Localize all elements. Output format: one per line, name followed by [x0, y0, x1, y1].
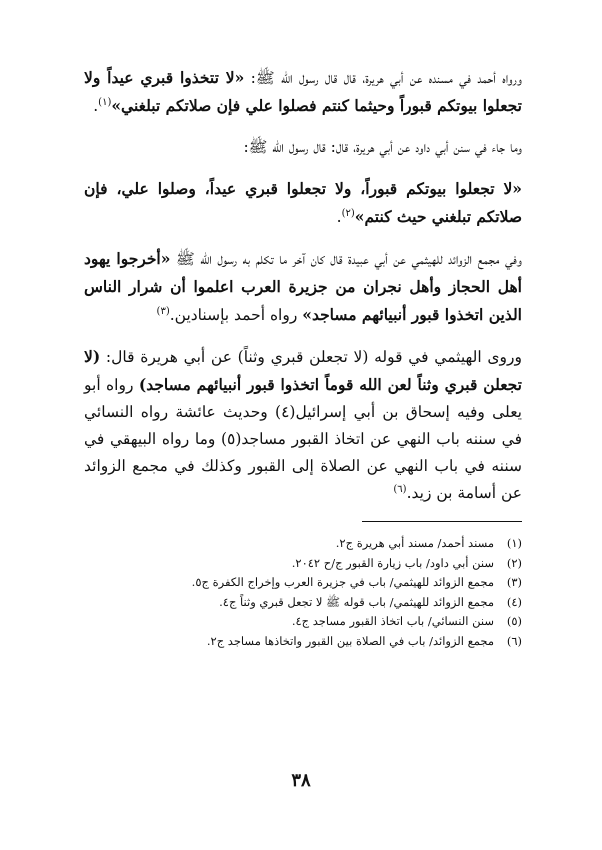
footnote-number: (٤)	[506, 594, 522, 609]
paragraph-5	[84, 343, 522, 507]
footnotes-list	[84, 534, 522, 651]
paragraph-4-after: رواه أحمد بإسنادين.	[169, 306, 303, 324]
footnote-item	[84, 554, 522, 574]
paragraph-2	[84, 134, 522, 161]
footnote-number: (٥)	[506, 614, 522, 628]
footnote-item	[84, 573, 522, 593]
footnote-item	[84, 632, 522, 652]
paragraph-5-after: رواه أبو يعلى وفيه إسحاق بن أبي إسرائيل(٤) وحديث عائشة رواه النسائي في سننه باب النهي عن اتخاذ القبور مساجد(٥) وما رواه البيهقي في سننه في باب النهي عن الصلاة إلى القبور وكذلك في مجمع الزوائد عن أسامة بن زيد.	[84, 376, 522, 502]
footnote-text: مجمع الزوائد للهيثمي/ باب في جزيرة العرب وإخراج الكفرة ج٥.	[191, 575, 494, 589]
paragraph-1-text: ورواه أحمد في مسنده عن أبي هريرة، قال قال رسول الله ﷺ:	[250, 69, 522, 87]
paragraph-3	[84, 175, 522, 231]
paragraph-5-text: وروى الهيثمي في قوله (لا تجعلن قبري وثناً) عن أبي هريرة قال:	[105, 348, 522, 366]
hadith-quote-2: «لا تجعلوا بيوتكم قبوراً، ولا تجعلوا قبري عيداً، وصلوا علي، فإن صلاتكم تبلغني حيث كنتم»	[84, 179, 522, 226]
footnote-text: سنن النسائي/ باب اتخاذ القبور مساجد ج٤.	[291, 614, 494, 628]
paragraph-4-text: وفي مجمع الزوائد للهيثمي عن أبي عبيدة قال كان آخر ما تكلم به رسول الله ﷺ	[175, 250, 522, 268]
hadith-quote-4: (لا تجعلن قبري وثناً لعن الله قوماً اتخذوا قبور أنبيائهم مساجد)	[84, 347, 522, 394]
hadith-quote-1: «لا تتخذوا قبري عيداً ولا تجعلوا بيوتكم قبوراً وحيثما كنتم فصلوا علي فإن صلاتكم تبلغني»	[84, 68, 522, 115]
footnote-text: سنن أبي داود/ باب زيارة القبور ج/ح ٢٠٤٢.	[291, 555, 494, 570]
paragraph-2-text: وما جاء في سنن أبي داود عن أبي هريرة، قال: قال رسول الله ﷺ:	[243, 138, 522, 156]
footnote-separator	[362, 521, 522, 522]
paragraph-3-after: .	[336, 208, 342, 226]
footnote-ref-2[interactable]: (٢)	[341, 207, 355, 219]
hadith-quote-3: «أخرجوا يهود أهل الحجاز وأهل نجران من جزيرة العرب اعلموا أن شرار الناس الذين اتخذوا قبور أنبيائهم مساجد»	[84, 249, 522, 324]
footnote-item	[84, 593, 522, 613]
footnote-text: مسند أحمد/ مسند أبي هريرة ج٢.	[335, 536, 494, 550]
footnote-ref-1[interactable]: (١)	[98, 96, 112, 108]
footnote-text: مجمع الزوائد للهيثمي/ باب قوله ﷺ لا تجعل قبري وثناً ج٤.	[219, 594, 494, 609]
footnote-ref-6[interactable]: (٦)	[393, 483, 407, 495]
footnote-number: (٢)	[506, 555, 522, 570]
footnote-ref-3[interactable]: (٣)	[156, 305, 170, 317]
footnote-number: (٣)	[506, 575, 522, 589]
footnote-item	[84, 534, 522, 554]
page-number: ٣٨	[291, 770, 311, 791]
footnote-number: (٦)	[506, 633, 522, 648]
footnote-item	[84, 612, 522, 632]
paragraph-1-after: .	[93, 97, 99, 115]
footnote-text: مجمع الزوائد/ باب في الصلاة بين القبور واتخاذها مساجد ج٢.	[206, 633, 494, 648]
paragraph-1	[84, 64, 522, 120]
paragraph-4	[84, 245, 522, 329]
footnote-number: (١)	[506, 536, 522, 550]
